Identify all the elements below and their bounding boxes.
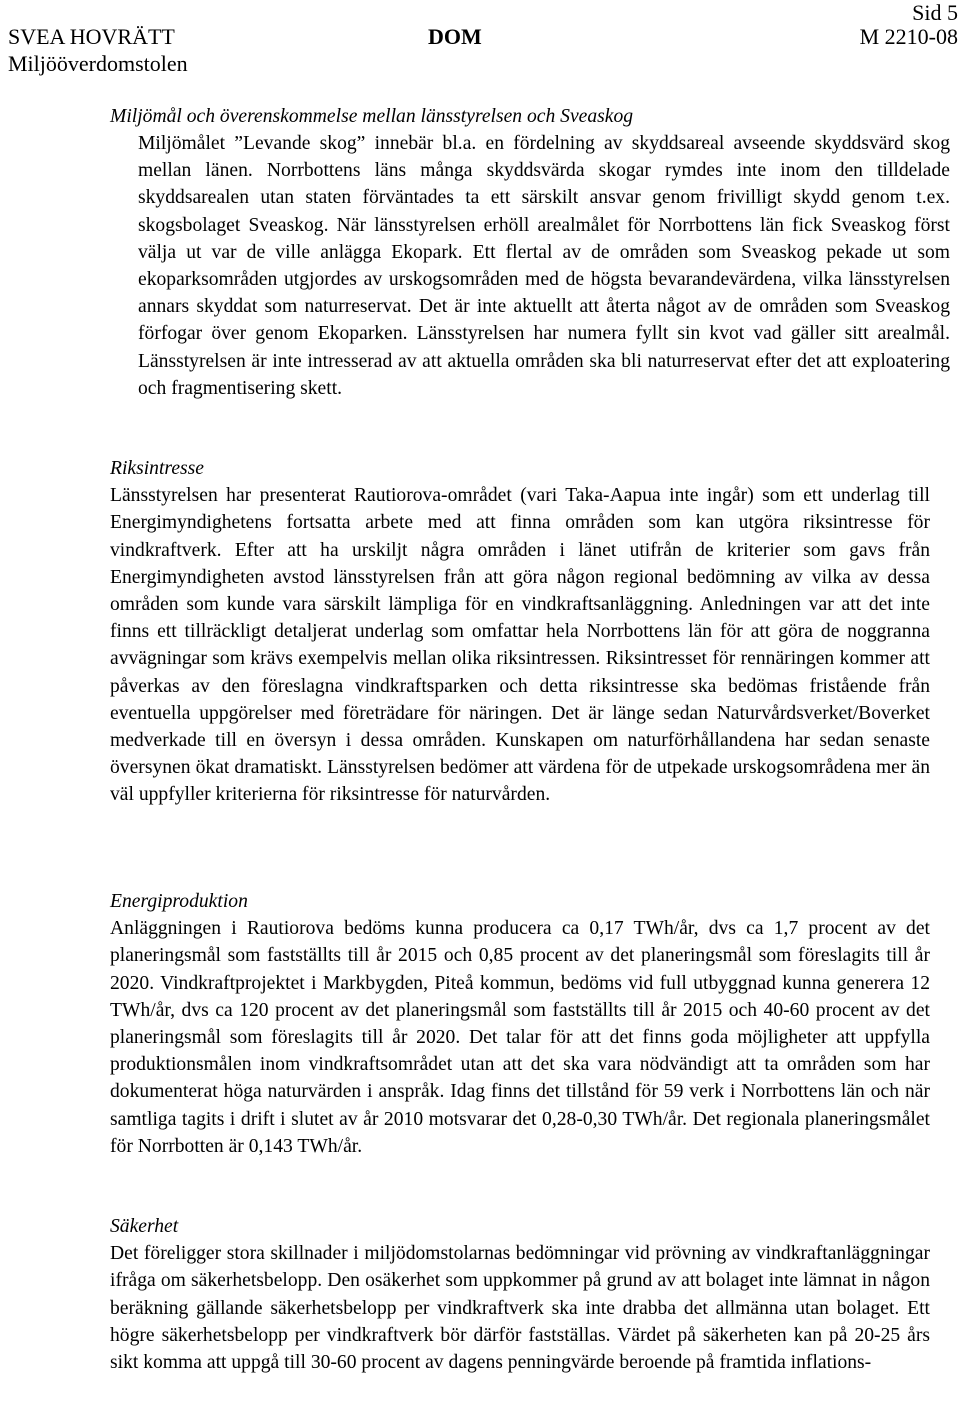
- section-sakerhet: [110, 1213, 930, 1376]
- section-miljomal-body: [138, 130, 950, 402]
- section-heading: Säkerhet: [110, 1216, 179, 1237]
- page-number: Sid 5: [912, 0, 958, 25]
- section-energiproduktion: [110, 888, 930, 1160]
- section-riksintresse: [110, 455, 930, 809]
- page-header: [0, 0, 960, 80]
- section-heading: Miljömål och överenskommelse mellan länsstyrelsen och Sveaskog: [110, 106, 634, 127]
- court-name: SVEA HOVRÄTT: [8, 24, 175, 49]
- section-heading: Riksintresse: [110, 458, 204, 479]
- section-heading: Energiproduktion: [110, 891, 248, 912]
- section-paragraph: Det föreligger stora skillnader i miljödomstolarnas bedömningar vid prövning av vindkraftanläggningar ifråga om säkerhetsbelopp. Den osäkerhet som uppkommer på grund av att bolaget inte lämnat in någon beräkning gällande säkerhetsbelopp per vindkraftverk ska inte drabba det allmänna utan bolaget. Ett högre säkerhetsbelopp per vindkraftverk bör därför fastställas. Värdet på säkerheten kan på 20-25 års sikt komma att uppgå till 30-60 procent av dagens penningvärde beroende på framtida inflations-: [110, 1243, 930, 1374]
- section-paragraph: Miljömålet ”Levande skog” innebär bl.a. en fördelning av skyddsareal avseende skyddsvärd skog mellan länen. Norrbottens läns många skyddsvärda skogar rymdes inte inom den tilldelade skyddsarealen utan staten förväntades ta ett särskilt ansvar genom frivilligt skydd genom t.ex. skogsbolaget Sveaskog. När länsstyrelsen erhöll arealmålet för Norrbottens län fick Sveaskog först välja ut var de ville anlägga Ekopark. Ett flertal av de områden som Sveaskog pekade ut som ekoparksområden utgjordes av urskogsområden med de högsta bevarandevärdena, vilka länsstyrelsen annars skyddat som naturreservat. Det är inte aktuellt att återta något av de områden som Sveaskog förfogar över genom Ekoparken. Länsstyrelsen har numera fyllt sin kvot vad gäller sitt arealmål. Länsstyrelsen är inte intresserad av att aktuella områden ska bli naturreservat efter det att exploatering och fragmentisering skett.: [138, 133, 950, 399]
- section-miljomal: [110, 103, 750, 130]
- document-type: DOM: [428, 24, 482, 49]
- case-number: M 2210-08: [859, 24, 958, 49]
- section-paragraph: Anläggningen i Rautiorova bedöms kunna producera ca 0,17 TWh/år, dvs ca 1,7 procent av det planeringsmål som fastställts till år 2015 och 0,85 procent av det planeringsmål som föreslagits till år 2020. Vindkraftprojektet i Markbygden, Piteå kommun, bedöms vid full utbyggnad kunna generera 12 TWh/år, dvs ca 120 procent av det planeringsmål som fastställts till år 2015 och 40-60 procent av det planeringsmål som föreslagits till år 2020. Det talar för att det finns goda möjligheter att uppfylla produktionsmålen inom vindkraftsområdet utan att det ska vara nödvändigt att ta områden som har dokumenterat höga naturvärden i anspråk. Idag finns det tillstånd för 59 verk i Norrbottens län och när samtliga tagits i drift i slutet av år 2010 motsvarar det 0,28-0,30 TWh/år. Det regionala planeringsmålet för Norrbotten är 0,143 TWh/år.: [110, 918, 930, 1157]
- section-paragraph: Länsstyrelsen har presenterat Rautiorova-området (vari Taka-Aapua inte ingår) som ett underlag till Energimyndighetens fortsatta arbete med att finna områden som kan utgöra riksintresse för vindkraftverk. Efter att ha urskiljt några områden i länet utifrån de kriterier som gavs från Energimyndigheten avstod länsstyrelsen från att göra någon regional bedömning av vilka av dessa områden som kunde vara särskilt lämpliga för en vindkraftsanläggning. Anledningen var att det inte finns ett tillräckligt detaljerat underlag som omfattar hela Norrbottens län för att göra de noggranna avvägningar som krävs exempelvis mellan olika riksintressen. Riksintresset för rennäringen kommer att påverkas av den föreslagna vindkraftsparken och detta riksintresse ska bedömas fristående från eventuella uppgörelser med företrädare för näringen. Det är länge sedan Naturvårdsverket/Boverket medverkade till en översyn i dessa områden. Kunskapen om naturförhållandena har sedan senaste översynen ökat dramatiskt. Länsstyrelsen bedömer att värdena för de utpekade urskogsområdena mer än väl uppfyller kriterierna för riksintresse för naturvården.: [110, 485, 930, 806]
- court-department: Miljööverdomstolen: [8, 51, 188, 76]
